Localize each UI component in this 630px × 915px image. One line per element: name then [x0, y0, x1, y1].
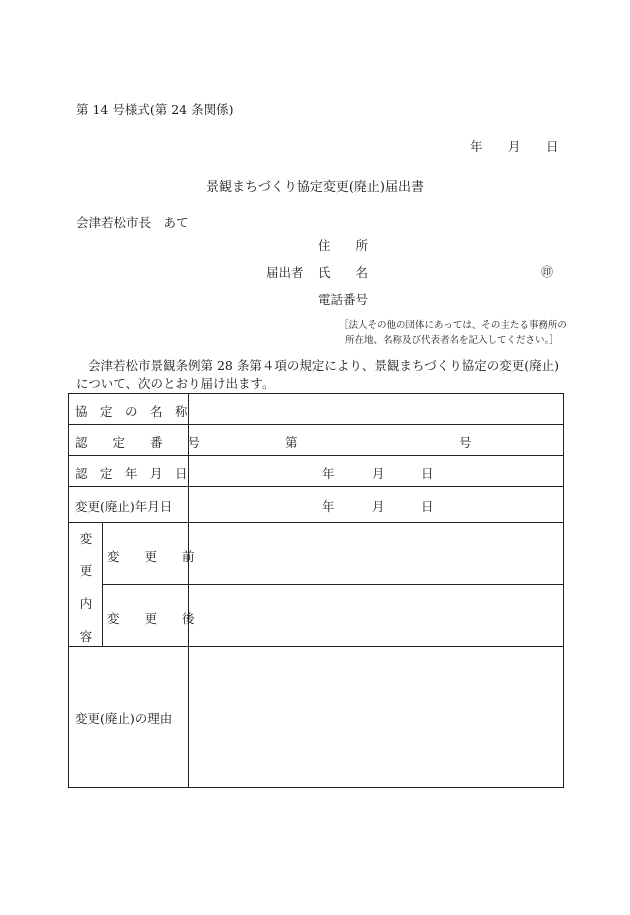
corporate-note: [339, 318, 569, 348]
change-date-month: 月: [372, 499, 385, 514]
addressee: 会津若松市長 あて: [76, 215, 189, 230]
change-date-day: 日: [421, 499, 434, 514]
cert-number-field[interactable]: [189, 425, 563, 455]
change-content-char: 更: [79, 563, 93, 578]
form-number: 第 14 号様式(第 24 条関係): [76, 102, 234, 117]
body-text: [76, 357, 566, 393]
cert-number-label: 認 定 番 号: [75, 435, 201, 450]
change-date-field[interactable]: [189, 487, 563, 522]
date-year-label: 年: [470, 139, 483, 154]
cert-date-month: 月: [372, 466, 385, 481]
cert-date-year: 年: [322, 466, 335, 481]
cert-number-prefix: 第: [285, 435, 298, 450]
note-line-2: 所在地、名称及び代表者名を記入してください。］: [345, 335, 559, 346]
body-line-1: 会津若松市景観条例第 28 条第４項の規定により、景観まちづくり協定の変更(廃止): [88, 358, 559, 373]
date-day-label: 日: [546, 139, 559, 154]
agreement-name-label: 協 定 の 名 称: [75, 404, 188, 419]
phone-label: 電話番号: [318, 292, 369, 307]
column-divider: [102, 522, 103, 646]
form-table: [68, 393, 564, 788]
seal-mark: ㊞: [541, 265, 554, 279]
note-line-1: ［法人その他の団体にあっては、その主たる事務所の: [339, 320, 567, 331]
change-date-label: 変更(廃止)年月日: [75, 499, 173, 514]
after-change-field[interactable]: [189, 585, 563, 646]
change-content-char: 変: [79, 531, 93, 546]
agreement-name-field[interactable]: [189, 394, 563, 424]
after-change-label: 変 更 後: [107, 611, 195, 626]
before-change-field[interactable]: [189, 523, 563, 584]
cert-date-day: 日: [421, 466, 434, 481]
cert-date-field[interactable]: [189, 456, 563, 486]
address-label: 住 所: [318, 238, 369, 253]
applicant-label: 届出者: [266, 265, 304, 280]
document-title: 景観まちづくり協定変更(廃止)届出書: [205, 180, 424, 195]
change-content-char: 容: [79, 629, 93, 644]
change-content-char: 内: [79, 596, 93, 611]
name-label: 氏 名: [318, 265, 369, 280]
reason-label: 変更(廃止)の理由: [75, 711, 173, 726]
change-date-year: 年: [322, 499, 335, 514]
cert-number-suffix: 号: [459, 435, 472, 450]
cert-date-label: 認 定 年 月 日: [75, 466, 188, 481]
date-month-label: 月: [508, 139, 521, 154]
body-line-2: について、次のとおり届け出ます。: [76, 376, 275, 391]
before-change-label: 変 更 前: [107, 549, 195, 564]
reason-field[interactable]: [189, 647, 563, 787]
